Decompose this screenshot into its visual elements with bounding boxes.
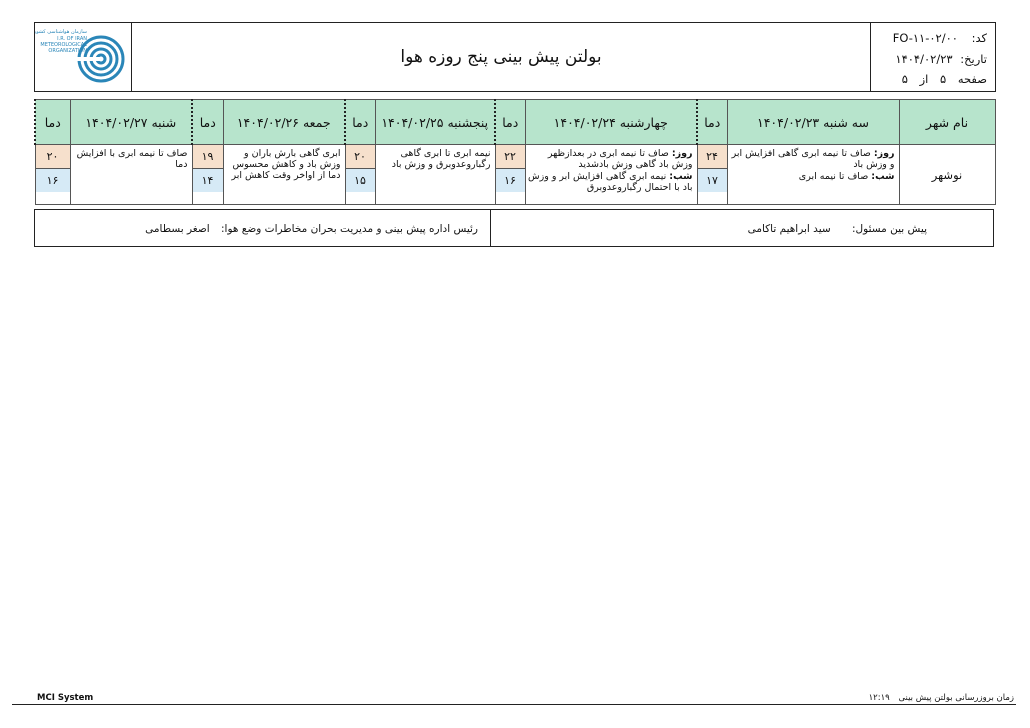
day-2-night-text: نیمه ابری گاهی افزایش ابر و وزش باد با احتمال رگباروعدوبرق: [528, 171, 693, 193]
day-5-max-temp: ۲۰: [36, 145, 70, 169]
update-time-block: [869, 693, 1014, 703]
forecaster-name: سید ابراهیم تاکامی: [747, 223, 831, 235]
document-meta: [870, 23, 995, 91]
day-4-temp-header: دما: [192, 100, 223, 145]
night-label: شب:: [871, 171, 895, 182]
day-1-night-text: صاف تا نیمه ابری: [798, 171, 869, 182]
code-value: FO-۱۱-۰۲/۰۰: [892, 31, 958, 45]
day-1-night-forecast: [730, 171, 895, 182]
day-3-header: پنجشنبه ۱۴۰۴/۰۲/۲۵: [375, 100, 495, 145]
day-1-temp-header: دما: [697, 100, 727, 145]
day-2-temps: [495, 145, 525, 205]
page-title: بولتن پیش بینی پنج روزه هوا: [400, 47, 602, 67]
update-label: زمان بروزرسانی بولتن پیش بینی: [898, 693, 1014, 703]
meteorological-organization-logo-icon: [35, 23, 132, 91]
day-2-night-forecast: [528, 171, 693, 193]
date-label: تاریخ:: [960, 52, 987, 66]
day-2-forecast: [525, 145, 697, 205]
day-5-forecast: صاف تا نیمه ابری با افزایش دما: [70, 145, 192, 205]
day-5-header: شنبه ۱۴۰۴/۰۲/۲۷: [70, 100, 192, 145]
forecaster-block: [748, 223, 927, 235]
day-4-min-temp: ۱۴: [193, 169, 223, 192]
day-1-header: سه شنبه ۱۴۰۴/۰۲/۲۳: [727, 100, 899, 145]
page-label: صفحه: [957, 72, 987, 86]
table-header-row: [35, 100, 995, 145]
logo-text-en-2: METEOROLOGICAL: [40, 42, 87, 48]
day-5-temps: [35, 145, 70, 205]
date-value: ۱۴۰۴/۰۲/۲۳: [895, 52, 953, 66]
day-3-forecast: نیمه ابری تا ابری گاهی رگباروعدوبرق و وزش باد: [375, 145, 495, 205]
day-2-header: چهارشنبه ۱۴۰۴/۰۲/۲۴: [525, 100, 697, 145]
day-4-max-temp: ۱۹: [193, 145, 223, 169]
day-1-max-temp: ۲۴: [698, 145, 727, 169]
forecast-table: [34, 99, 996, 205]
day-5-temp-header: دما: [35, 100, 70, 145]
day-2-max-temp: ۲۲: [496, 145, 525, 169]
day-1-day-text: صاف تا نیمه ابری گاهی افزایش ابر و وزش باد: [731, 148, 895, 170]
logo-text-en-1: I.R. OF IRAN: [57, 36, 87, 42]
day-1-day-forecast: [730, 148, 895, 170]
day-2-day-text: صاف تا نیمه ابری در بعدازظهر وزش باد گاهی وزش بادشدید: [547, 148, 693, 170]
chief-name: اصغر بسطامی: [145, 223, 210, 235]
chief-cell: [35, 210, 491, 246]
code-label: کد:: [971, 31, 987, 45]
table-row: [35, 145, 995, 205]
logo-text-fa: سازمان هواشناسی کشور: [35, 29, 87, 35]
day-2-day-forecast: [528, 148, 693, 170]
logo-text-en-3: ORGANIZATION: [48, 48, 87, 54]
page-total: ۵: [901, 72, 908, 86]
page-current: ۵: [939, 72, 947, 86]
chief-label: رئیس اداره پیش بینی و مدیریت بحران مخاطرات وضع هوا:: [221, 223, 478, 235]
page-row: [902, 72, 987, 86]
day-4-temps: [192, 145, 223, 205]
code-row: [893, 31, 987, 45]
day-3-temps: [345, 145, 375, 205]
forecaster-label: پیش بین مسئول:: [852, 223, 927, 235]
date-row: [895, 52, 987, 66]
day-3-max-temp: ۲۰: [346, 145, 375, 169]
day-1-forecast: [727, 145, 899, 205]
day-4-header: جمعه ۱۴۰۴/۰۲/۲۶: [223, 100, 345, 145]
city-column-header: نام شهر: [899, 100, 995, 145]
city-name: نوشهر: [899, 145, 995, 205]
day-2-temp-header: دما: [495, 100, 525, 145]
day-3-temp-header: دما: [345, 100, 375, 145]
signature-box: [34, 209, 994, 247]
day-label: روز:: [671, 148, 693, 159]
bulletin-header: [34, 22, 996, 92]
page-of: از: [919, 72, 929, 86]
night-label: شب:: [669, 171, 693, 182]
day-label: روز:: [873, 148, 895, 159]
forecast-table-container: [34, 99, 994, 205]
day-3-min-temp: ۱۵: [346, 169, 375, 192]
day-1-min-temp: ۱۷: [698, 169, 727, 192]
logo-cell: [35, 23, 132, 91]
day-4-forecast: ابری گاهی بارش باران و وزش باد و کاهش محسوس دما از اواخر وقت کاهش ابر: [223, 145, 345, 205]
chief-block: [145, 223, 478, 235]
footer-divider: [12, 704, 1016, 705]
system-name: MCI System: [37, 693, 94, 703]
day-5-min-temp: ۱۶: [36, 169, 70, 192]
update-time: ۱۲:۱۹: [868, 693, 890, 703]
day-1-temps: [697, 145, 727, 205]
day-2-min-temp: ۱۶: [496, 169, 525, 192]
